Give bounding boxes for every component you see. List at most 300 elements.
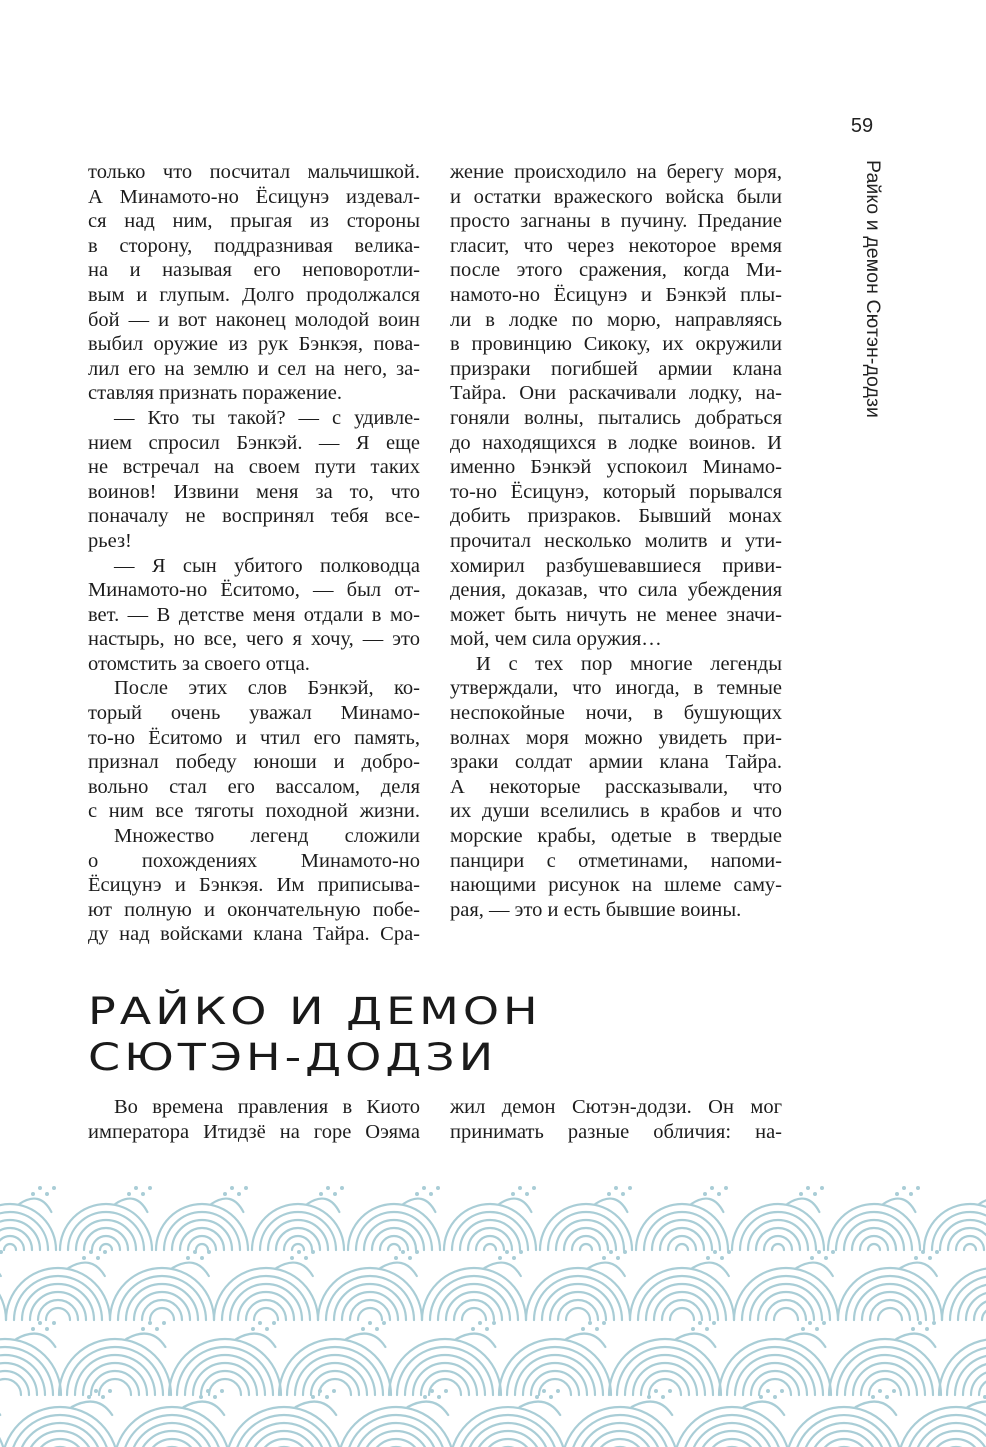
wave-arc — [468, 1228, 512, 1250]
wave-foam-dot — [542, 1389, 546, 1393]
wave-foam-dot — [621, 1192, 625, 1196]
wave-foam-dot — [206, 1389, 210, 1393]
wave-foam-dot — [815, 1327, 819, 1331]
wave-arc — [482, 1439, 534, 1447]
running-head-text: Райко и демон Сютэн-додзи — [862, 160, 884, 419]
wave-foam-dot — [134, 1186, 138, 1190]
wave-foam-dot — [806, 1186, 810, 1190]
text-line: поначалу не воспринял тебя все- — [88, 505, 420, 528]
wave-foam-dot — [148, 1321, 152, 1325]
wave-foam-dot — [155, 1327, 159, 1331]
text-line: с ним все тяготы походной жизни. — [88, 800, 420, 823]
wave-foam-dot — [581, 1327, 585, 1331]
wave-foam-dot — [799, 1192, 803, 1196]
wave-foam-dot — [602, 1256, 606, 1260]
wave-arc — [180, 1228, 224, 1250]
wave-foam-dot — [921, 1250, 925, 1254]
wave-arc — [388, 1244, 400, 1250]
wave-foam-dot — [691, 1327, 695, 1331]
wave-foam-dot — [478, 1321, 482, 1325]
text-line: мой, чем сила оружия… — [450, 628, 662, 651]
text-line: лил его на землю и сел на него, за- — [88, 357, 420, 380]
wave-arc — [196, 1244, 208, 1250]
wave-foam-dot — [290, 1256, 294, 1260]
wave-arc — [226, 1407, 342, 1447]
wave-arc — [84, 1228, 128, 1250]
wave-foam-dot — [928, 1256, 932, 1260]
wave-arc — [358, 1308, 382, 1320]
wave-arc — [126, 1284, 198, 1320]
wave-foam-dot — [801, 1327, 805, 1331]
wave-foam-dot — [96, 1256, 100, 1260]
text-line: признал победу юноши и добро- — [88, 751, 420, 774]
wave-foam-dot — [141, 1192, 145, 1196]
wave-foam-dot — [429, 1192, 433, 1196]
wave-arc — [751, 1371, 799, 1395]
wave-foam-dot — [319, 1192, 323, 1196]
text-line: утверждали, что иногда, в темные — [450, 677, 782, 700]
wave-curl — [184, 1402, 225, 1415]
wave-arc — [438, 1284, 510, 1320]
wave-foam-dot — [244, 1186, 248, 1190]
wave-arc — [18, 1423, 102, 1447]
wave-arc — [130, 1423, 214, 1447]
wave-foam-dot — [902, 1186, 906, 1190]
wave-foam-dot — [911, 1327, 915, 1331]
wave-arc — [334, 1284, 406, 1320]
wave-foam-dot — [332, 1389, 336, 1393]
sea-waves-ornament — [0, 1180, 986, 1447]
wave-foam-dot — [661, 1395, 665, 1399]
wave-foam-dot — [141, 1327, 145, 1331]
wave-foam-dot — [505, 1250, 509, 1254]
wave-arc — [868, 1244, 880, 1250]
wave-foam-dot — [237, 1192, 241, 1196]
wave-foam-dot — [712, 1321, 716, 1325]
text-line: императора Итидзё на горе Оэяма — [88, 1120, 420, 1143]
wave-foam-dot — [817, 1250, 821, 1254]
wave-arc — [258, 1439, 310, 1447]
wave-curl — [744, 1402, 785, 1415]
text-line: может быть ничуть не менее значи- — [450, 603, 782, 626]
text-line: намото-но Ёсицунэ и Бэнкэй плы- — [450, 283, 782, 306]
wave-foam-dot — [647, 1395, 651, 1399]
text-line: волнах моря можно увидеть при- — [450, 726, 782, 749]
wave-foam-dot — [401, 1250, 405, 1254]
wave-foam-dot — [532, 1186, 536, 1190]
wave-foam-dot — [148, 1186, 152, 1190]
wave-arc — [142, 1300, 182, 1320]
wave-arc — [845, 1355, 925, 1395]
wave-foam-dot — [609, 1250, 613, 1254]
wave-foam-dot — [720, 1256, 724, 1260]
wave-foam-dot — [89, 1250, 93, 1254]
wave-foam-dot — [213, 1395, 217, 1399]
text-line: жил демон Сютэн-додзи. Он мог — [450, 1096, 782, 1118]
wave-foam-dot — [186, 1256, 190, 1260]
text-column-right — [450, 160, 782, 922]
wave-foam-dot — [415, 1250, 419, 1254]
wave-arc — [0, 1379, 21, 1395]
wave-arc — [99, 1379, 131, 1395]
wave-foam-dot — [713, 1250, 717, 1254]
wave-foam-dot — [623, 1250, 627, 1254]
wave-curl — [856, 1402, 897, 1415]
wave-foam-dot — [909, 1192, 913, 1196]
wave-foam-dot — [325, 1395, 329, 1399]
wave-foam-dot — [549, 1395, 553, 1399]
wave-foam-dot — [810, 1256, 814, 1260]
text-line: только что посчитал мальчишкой. — [88, 161, 420, 183]
wave-arc — [870, 1300, 910, 1320]
wave-arc — [2, 1407, 118, 1447]
text-line: то-но Ёситомо и чтил его память, — [88, 726, 420, 749]
wave-foam-dot — [311, 1395, 315, 1399]
text-line: ли в лодке по морю, направляясь — [450, 308, 782, 331]
wave-arc — [594, 1439, 646, 1447]
wave-foam-dot — [492, 1321, 496, 1325]
wave-arc — [646, 1284, 718, 1320]
wave-foam-dot — [272, 1321, 276, 1325]
wave-foam-dot — [199, 1395, 203, 1399]
text-line: хомирил разбушевавшиеся приви- — [450, 554, 782, 577]
wave-arc — [222, 1276, 310, 1320]
wave-foam-dot — [602, 1321, 606, 1325]
text-line: вым и глупым. Долго продолжался — [88, 283, 420, 306]
wave-foam-dot — [727, 1250, 731, 1254]
wave-foam-dot — [200, 1256, 204, 1260]
wave-arc — [869, 1379, 901, 1395]
wave-foam-dot — [162, 1321, 166, 1325]
wave-arc — [676, 1244, 688, 1250]
wave-foam-dot — [0, 1250, 3, 1254]
wave-foam-dot — [724, 1186, 728, 1190]
wave-foam-dot — [759, 1395, 763, 1399]
wave-foam-dot — [885, 1395, 889, 1399]
wave-foam-dot — [82, 1256, 86, 1260]
wave-foam-dot — [31, 1192, 35, 1196]
wave-arc — [276, 1228, 320, 1250]
text-line: в провинцию Сикоку, их окружили — [450, 333, 782, 356]
wave-arc — [185, 1355, 265, 1395]
text-line: зраки солдат армии клана Тайра. — [450, 751, 782, 774]
wave-foam-dot — [525, 1192, 529, 1196]
wave-foam-dot — [595, 1327, 599, 1331]
text-line: — Я сын убитого полководца — [114, 554, 420, 577]
wave-foam-dot — [45, 1192, 49, 1196]
wave-foam-dot — [436, 1186, 440, 1190]
text-line: рая, — это и есть бывшие воины. — [450, 898, 742, 921]
wave-foam-dot — [808, 1321, 812, 1325]
wave-arc — [846, 1276, 934, 1320]
wave-foam-dot — [444, 1389, 448, 1393]
wave-arc — [354, 1423, 438, 1447]
wave-curl — [16, 1334, 55, 1347]
wave-foam-dot — [588, 1321, 592, 1325]
text-line: вольно стал его вассалом, деля — [88, 775, 420, 798]
wave-curl — [346, 1334, 385, 1347]
text-line: отомстить за своего отца. — [88, 652, 310, 675]
wave-foam-dot — [914, 1256, 918, 1260]
wave-curl — [0, 1263, 1, 1276]
text-line: вет. — В детстве меня отдали в мо- — [88, 603, 420, 626]
wave-arc — [690, 1423, 774, 1447]
wave-foam-dot — [408, 1256, 412, 1260]
wave-arc — [756, 1228, 800, 1250]
wave-foam-dot — [38, 1321, 42, 1325]
text-line: гласит, что через некоторое время — [450, 234, 782, 257]
wave-arc — [242, 1423, 326, 1447]
text-line: дения, доказав, что сила убеждения — [450, 579, 782, 602]
wave-foam-dot — [710, 1186, 714, 1190]
wave-arc — [370, 1439, 422, 1447]
text-line: Минамото-но Ёситомо, — был от- — [88, 579, 420, 602]
wave-foam-dot — [706, 1256, 710, 1260]
wave-foam-dot — [251, 1327, 255, 1331]
wave-curl — [632, 1402, 673, 1415]
wave-arc — [558, 1300, 598, 1320]
wave-foam-dot — [878, 1389, 882, 1393]
section-title-line-2: СЮТЭН-ДОДЗИ — [88, 1034, 498, 1080]
wave-foam-dot — [892, 1389, 896, 1393]
text-line: о похождениях Минамото-но — [88, 849, 420, 872]
text-line: жение происходило на берегу моря, — [450, 161, 782, 183]
text-line: Тайра. Они раскачивали лодку, на- — [450, 382, 782, 405]
wave-foam-dot — [471, 1327, 475, 1331]
wave-arc — [625, 1355, 705, 1395]
wave-arc — [942, 1268, 986, 1320]
text-line: воинов! Извини меня за то, что — [88, 480, 420, 503]
wave-arc — [818, 1439, 870, 1447]
wave-arc — [786, 1407, 902, 1447]
wave-foam-dot — [614, 1186, 618, 1190]
text-line: Во времена правления в Киото — [114, 1096, 420, 1118]
text-line: Ёсицунэ и Бэнкэя. Им приписыва- — [88, 874, 420, 897]
wave-foam-dot — [31, 1327, 35, 1331]
wave-arc — [759, 1379, 791, 1395]
wave-foam-dot — [87, 1395, 91, 1399]
text-line: гоняли волны, пытались добраться — [450, 406, 782, 429]
text-column-left — [88, 160, 420, 947]
wave-foam-dot — [326, 1186, 330, 1190]
text-line: Множество легенд сложили — [114, 825, 420, 848]
wave-arc — [580, 1244, 592, 1250]
section-title-line-1: РАЙКО И ДЕМОН — [88, 988, 542, 1034]
wave-arc — [372, 1228, 416, 1250]
wave-arc — [38, 1300, 78, 1320]
wave-foam-dot — [607, 1192, 611, 1196]
wave-arc — [641, 1371, 689, 1395]
wave-foam-dot — [766, 1389, 770, 1393]
wave-arc — [292, 1244, 304, 1250]
wave-curl — [408, 1402, 449, 1415]
wave-curl — [126, 1334, 165, 1347]
wave-foam-dot — [535, 1395, 539, 1399]
wave-arc — [852, 1228, 896, 1250]
wave-foam-dot — [654, 1389, 658, 1393]
wave-curl — [296, 1402, 337, 1415]
text-line: на и называя его неповоротли- — [88, 259, 420, 282]
text-line: выбил оружие из рук Бэнкэя, пова- — [88, 333, 420, 356]
wave-foam-dot — [394, 1256, 398, 1260]
wave-foam-dot — [831, 1250, 835, 1254]
wave-arc — [246, 1300, 286, 1320]
wave-foam-dot — [824, 1256, 828, 1260]
wave-arc — [861, 1371, 909, 1395]
wave-arc — [735, 1355, 815, 1395]
wave-curl — [236, 1334, 275, 1347]
wave-arc — [515, 1355, 595, 1395]
wave-arc — [878, 1308, 902, 1320]
wave-foam-dot — [616, 1256, 620, 1260]
wave-arc — [979, 1379, 986, 1395]
wave-foam-dot — [518, 1186, 522, 1190]
wave-foam-dot — [705, 1327, 709, 1331]
wave-foam-dot — [361, 1327, 365, 1331]
wave-foam-dot — [822, 1321, 826, 1325]
wave-foam-dot — [230, 1186, 234, 1190]
wave-arc — [254, 1308, 278, 1320]
wave-foam-dot — [415, 1192, 419, 1196]
wave-curl — [520, 1402, 561, 1415]
wave-foam-dot — [375, 1327, 379, 1331]
wave-foam-dot — [820, 1186, 824, 1190]
wave-foam-dot — [895, 1192, 899, 1196]
wave-arc — [405, 1355, 485, 1395]
wave-arc — [566, 1308, 590, 1320]
wave-foam-dot — [52, 1186, 56, 1190]
text-line: добить призраков. Бывший монах — [450, 505, 782, 528]
wave-foam-dot — [773, 1395, 777, 1399]
wave-foam-dot — [207, 1250, 211, 1254]
wave-arc — [22, 1284, 94, 1320]
wave-arc — [542, 1284, 614, 1320]
text-line: в сторону, поддразнивая велика- — [88, 234, 420, 257]
wave-foam-dot — [871, 1395, 875, 1399]
wave-foam-dot — [382, 1321, 386, 1325]
text-line: ся над ним, прыгая из стороны — [88, 210, 420, 233]
text-line: до находящихся в лодке воинов. И — [450, 431, 782, 454]
wave-arc — [964, 1244, 976, 1250]
wave-arc — [350, 1300, 390, 1320]
wave-foam-dot — [340, 1186, 344, 1190]
wave-arc — [766, 1300, 806, 1320]
text-line: настырь, но все, чего я хочу, — это — [88, 628, 420, 651]
text-line: После этих слов Бэнкэй, ко- — [114, 677, 420, 700]
wave-foam-dot — [193, 1250, 197, 1254]
running-head — [862, 160, 884, 440]
wave-foam-dot — [265, 1327, 269, 1331]
text-line: их души вселились в крабов и что — [450, 800, 782, 823]
wave-foam-dot — [437, 1395, 441, 1399]
wave-arc — [484, 1244, 496, 1250]
wave-foam-dot — [556, 1389, 560, 1393]
wave-arc — [326, 1276, 414, 1320]
wave-foam-dot — [925, 1327, 929, 1331]
wave-arc — [674, 1407, 790, 1447]
wave-foam-dot — [45, 1327, 49, 1331]
section-intro-right — [450, 1095, 782, 1144]
wave-foam-dot — [108, 1389, 112, 1393]
wave-arc — [531, 1371, 579, 1395]
wave-arc — [75, 1355, 155, 1395]
wave-arc — [750, 1284, 822, 1320]
wave-arc — [118, 1276, 206, 1320]
wave-foam-dot — [127, 1192, 131, 1196]
wave-foam-dot — [258, 1321, 262, 1325]
wave-curl — [456, 1334, 495, 1347]
wave-foam-dot — [423, 1395, 427, 1399]
wave-foam-dot — [717, 1192, 721, 1196]
text-line: нием спросил Бэнкэй. — Я еще — [88, 431, 420, 454]
wave-arc — [974, 1300, 986, 1320]
wave-arc — [454, 1300, 494, 1320]
wave-arc — [338, 1407, 454, 1447]
text-line: не встречал на своем пути таких — [88, 456, 420, 479]
wave-arc — [670, 1308, 694, 1320]
text-line: и остатки вражеского войска были — [450, 185, 782, 208]
wave-arc — [114, 1407, 230, 1447]
wave-arc — [0, 1407, 6, 1447]
text-line: И с тех пор многие легенды — [476, 652, 782, 675]
wave-arc — [638, 1276, 726, 1320]
text-line: неспокойные ночи, в бушующих — [450, 702, 782, 725]
wave-curl — [896, 1334, 935, 1347]
section-title — [88, 988, 808, 1080]
wave-foam-dot — [519, 1250, 523, 1254]
text-line: именно Бэнкэй успокоил Минамо- — [450, 456, 782, 479]
wave-foam-dot — [333, 1192, 337, 1196]
wave-foam-dot — [935, 1250, 939, 1254]
wave-curl — [566, 1334, 605, 1347]
wave-arc — [230, 1284, 302, 1320]
wave-foam-dot — [485, 1327, 489, 1331]
wave-foam-dot — [703, 1192, 707, 1196]
wave-arc — [706, 1439, 758, 1447]
wave-arc — [660, 1228, 704, 1250]
wave-arc — [46, 1308, 70, 1320]
wave-arc — [534, 1276, 622, 1320]
wave-arc — [662, 1300, 702, 1320]
wave-foam-dot — [94, 1389, 98, 1393]
wave-curl — [786, 1334, 825, 1347]
text-line: принимать разные обличия: на- — [450, 1120, 782, 1143]
text-line: — Кто ты такой? — с удивле- — [114, 406, 420, 429]
text-line: А некоторые рассказывали, что — [450, 775, 782, 798]
wave-arc — [930, 1439, 982, 1447]
wave-foam-dot — [103, 1250, 107, 1254]
text-line: морские крабы, одетые в твердые — [450, 825, 782, 848]
text-line: бой — и вот наконец молодой воин — [88, 308, 420, 331]
wave-foam-dot — [430, 1389, 434, 1393]
wave-curl — [676, 1334, 715, 1347]
wave-foam-dot — [223, 1192, 227, 1196]
wave-curl — [72, 1402, 113, 1415]
wave-foam-dot — [220, 1389, 224, 1393]
text-line: просто загнаны в пучину. Предание — [450, 210, 782, 233]
wave-foam-dot — [668, 1389, 672, 1393]
wave-arc — [91, 1371, 139, 1395]
wave-arc — [854, 1284, 926, 1320]
wave-arc — [466, 1423, 550, 1447]
wave-arc — [774, 1308, 798, 1320]
wave-foam-dot — [311, 1250, 315, 1254]
text-line: панцири с отметинами, напоми- — [450, 849, 782, 872]
wave-foam-dot — [698, 1321, 702, 1325]
wave-foam-dot — [780, 1389, 784, 1393]
wave-foam-dot — [422, 1186, 426, 1190]
wave-foam-dot — [368, 1321, 372, 1325]
